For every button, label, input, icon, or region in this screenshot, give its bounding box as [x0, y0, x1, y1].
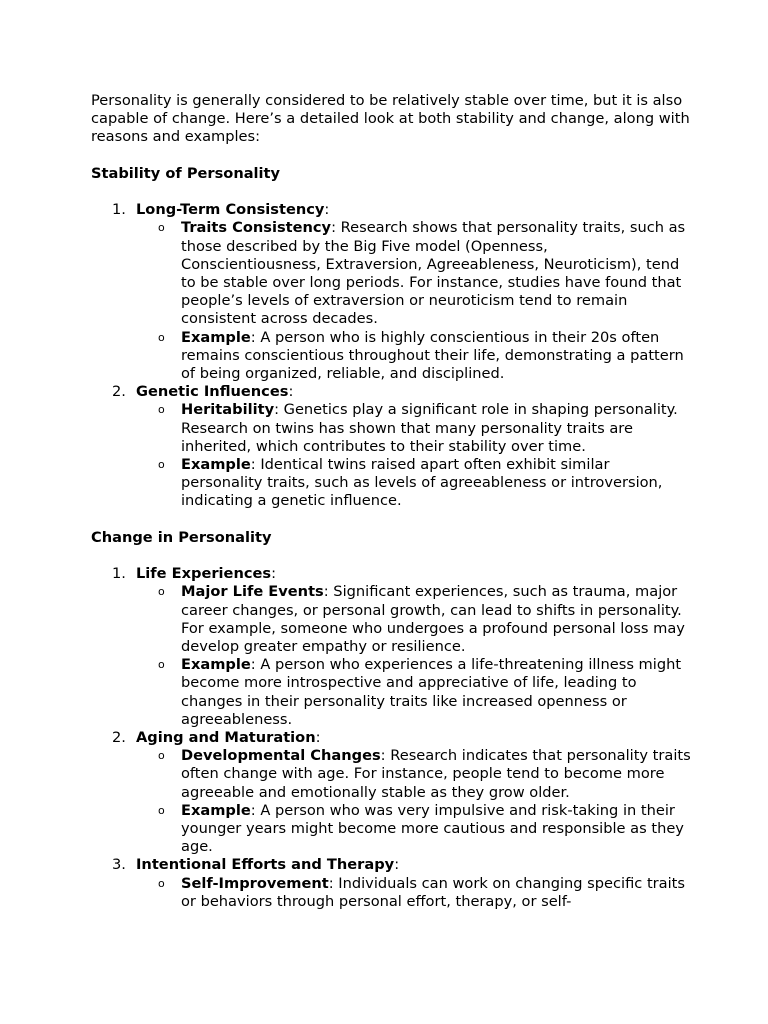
bullet-marker: o: [158, 221, 165, 235]
sub-list: [136, 401, 691, 510]
sub-list-item: [136, 656, 691, 729]
change-list: [91, 565, 691, 911]
bullet-marker: o: [158, 876, 165, 890]
sub-list: [136, 747, 691, 856]
document-page: [91, 92, 691, 911]
item-suffix: :: [324, 201, 330, 219]
sub-item-title: Example: [181, 456, 251, 474]
sub-list: [136, 583, 691, 729]
list-item: [91, 729, 691, 856]
sub-list-item: [136, 747, 691, 802]
item-title: Long-Term Consistency: [136, 201, 325, 219]
sub-list-item: [136, 219, 691, 328]
bullet-marker: o: [158, 803, 165, 817]
sub-item-text: : Research indicates that personality traits often change with age. For instance, people tend to become more agreeable and emotionally stable as they grow older.: [181, 747, 691, 801]
item-title: Aging and Maturation: [136, 729, 316, 747]
item-suffix: :: [315, 729, 321, 747]
list-number: 1.: [112, 201, 126, 219]
bullet-marker: o: [158, 330, 165, 344]
list-item: [91, 856, 691, 911]
intro-paragraph: Personality is generally considered to be relatively stable over time, but it is also capable of change. Here’s a detailed look at both stability and change, along with reasons and examples:: [91, 92, 690, 146]
list-number: 2.: [112, 729, 126, 747]
sub-list: [136, 219, 691, 383]
list-item: [91, 201, 691, 383]
spacer: [91, 147, 691, 165]
list-number: 2.: [112, 383, 126, 401]
list-number: 3.: [112, 856, 126, 874]
sub-list-item: [136, 802, 691, 857]
item-title: Genetic Influences: [136, 383, 289, 401]
sub-item-title: Traits Consistency: [181, 219, 332, 237]
sub-list: [136, 875, 691, 911]
item-title: Intentional Efforts and Therapy: [136, 856, 395, 874]
section-heading-change: Change in Personality: [91, 528, 272, 546]
sub-list-item: [136, 875, 691, 911]
spacer: [91, 183, 691, 201]
sub-list-item: [136, 401, 691, 456]
bullet-marker: o: [158, 658, 165, 672]
item-suffix: :: [394, 856, 400, 874]
sub-item-title: Heritability: [181, 401, 275, 419]
sub-item-text: : Identical twins raised apart often exhibit similar personality traits, such as levels of agreeableness or introversion, indicating a genetic influence.: [181, 456, 663, 510]
sub-item-title: Self-Improvement: [181, 874, 329, 892]
bullet-marker: o: [158, 749, 165, 763]
sub-item-text: : Individuals can work on changing specific traits or behaviors through personal effort, therapy, or self-: [181, 874, 686, 910]
sub-list-item: [136, 456, 691, 511]
sub-list-item: [136, 329, 691, 384]
item-suffix: :: [288, 383, 294, 401]
list-item: [91, 383, 691, 510]
bullet-marker: o: [158, 403, 165, 417]
sub-item-title: Example: [181, 656, 251, 674]
sub-list-item: [136, 583, 691, 656]
sub-item-title: Major Life Events: [181, 583, 324, 601]
bullet-marker: o: [158, 458, 165, 472]
item-title: Life Experiences: [136, 565, 272, 583]
list-number: 1.: [112, 565, 126, 583]
sub-item-text: : A person who experiences a life-threatening illness might become more introspective and appreciative of life, leading to changes in their personality traits like increased openness or agreeableness.: [181, 656, 682, 728]
spacer: [91, 511, 691, 529]
sub-item-title: Example: [181, 801, 251, 819]
sub-item-text: : Genetics play a significant role in shaping personality. Research on twins has shown that many personality traits are inherited, which contributes to their stability over time.: [181, 401, 678, 455]
spacer: [91, 547, 691, 565]
stability-list: [91, 201, 691, 510]
sub-item-text: : A person who was very impulsive and risk-taking in their younger years might become more cautious and responsible as they age.: [181, 801, 684, 856]
section-heading-stability: Stability of Personality: [91, 164, 281, 182]
sub-item-text: : Research shows that personality traits, such as those described by the Big Five model (Openness, Conscientiousness, Extraversion, Agreeableness, Neuroticism), tend to be stable over long periods. For instance, studies have found that people’s levels of extraversion or neuroticism tend to remain consistent across decades.: [181, 219, 686, 328]
sub-item-title: Developmental Changes: [181, 747, 381, 765]
item-suffix: :: [271, 565, 276, 583]
sub-item-text: : Significant experiences, such as trauma, major career changes, or personal growth, can lead to shifts in personality. For example, someone who undergoes a profound personal loss may develop greater empathy or resilience.: [181, 583, 685, 656]
list-item: [91, 565, 691, 729]
bullet-marker: o: [158, 585, 165, 599]
sub-item-text: : A person who is highly conscientious in their 20s often remains conscientious throughout their life, demonstrating a pattern of being organized, reliable, and disciplined.: [181, 328, 684, 383]
sub-item-title: Example: [181, 328, 251, 346]
